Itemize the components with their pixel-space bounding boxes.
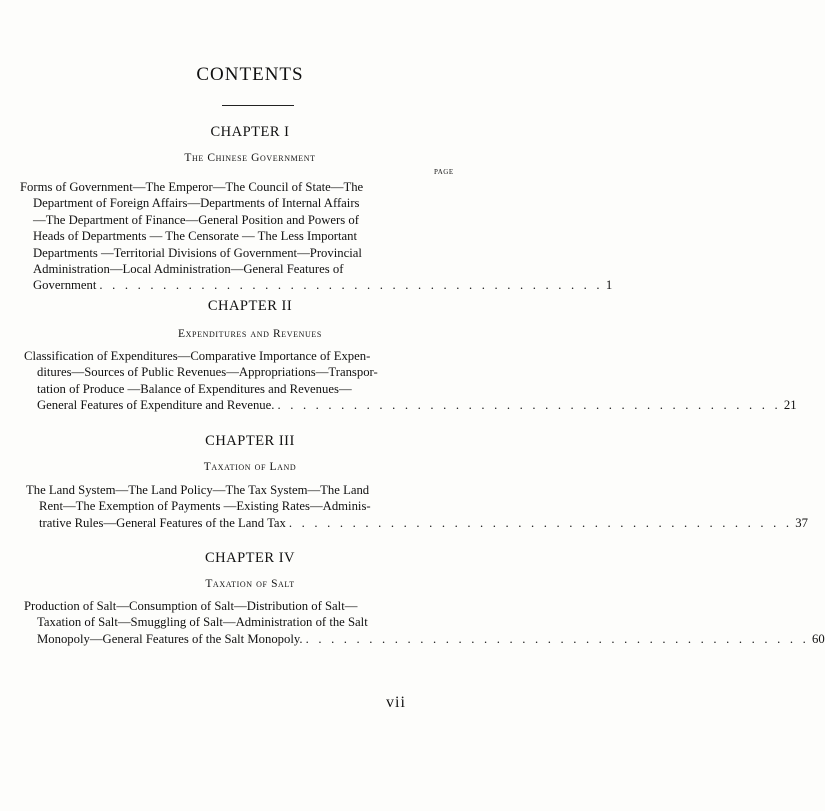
- entry-last-line: [26, 515, 808, 531]
- chapter-heading-4: CHAPTER IV: [205, 550, 295, 566]
- chapter-subtitle-4: Taxation of Salt: [205, 578, 295, 590]
- dot-leader: . . . . . . . . . . . . . . . . . . . . . . . . . . . . . . . . . . . . . . . .: [277, 398, 781, 413]
- toc-entry-1: [20, 179, 613, 294]
- chapter-heading-3: CHAPTER III: [205, 433, 295, 449]
- toc-entry-3: [26, 482, 808, 531]
- page-folio: vii: [386, 694, 406, 711]
- toc-entry-2: [24, 348, 797, 414]
- entry-line: Administration—Local Administration—General Features of: [33, 262, 344, 277]
- dot-leader: . . . . . . . . . . . . . . . . . . . . . . . . . . . . . . . . . . . . . . . .: [99, 278, 603, 293]
- entry-line: —The Department of Finance—General Position and Powers of: [33, 212, 359, 227]
- page-column-label: PAGE: [434, 168, 454, 176]
- entry-line: Government: [33, 278, 97, 293]
- entry-line: The Land System—The Land Policy—The Tax System—The Land: [26, 483, 370, 497]
- entry-line: Classification of Expenditures—Comparative Importance of Expen-: [24, 349, 371, 363]
- chapter-heading-2: CHAPTER II: [207, 298, 293, 314]
- title-rule: [222, 105, 294, 106]
- entry-line: Taxation of Salt—Smuggling of Salt—Administration of the Salt: [37, 615, 368, 630]
- page-title: CONTENTS: [196, 64, 304, 85]
- entry-line: Heads of Departments — The Censorate — The Less Important: [33, 229, 358, 244]
- page-number: 21: [783, 398, 797, 413]
- entry-line: General Features of Expenditure and Revenue.: [37, 398, 275, 413]
- entry-line: Monopoly—General Features of the Salt Monopoly.: [37, 631, 303, 646]
- entry-line: tation of Produce —Balance of Expenditures and Revenues—: [37, 381, 352, 396]
- toc-entry-4: [24, 598, 825, 647]
- entry-line: Production of Salt—Consumption of Salt—Distribution of Salt—: [24, 599, 358, 613]
- entry-line: Department of Foreign Affairs—Departments of Internal Affairs: [33, 196, 360, 211]
- dot-leader: . . . . . . . . . . . . . . . . . . . . . . . . . . . . . . . . . . . . . . . .: [288, 515, 793, 530]
- page-number: 1: [605, 278, 613, 293]
- entry-line: Rent—The Exemption of Payments —Existing Rates—Adminis-: [39, 499, 371, 514]
- chapter-heading-1: CHAPTER I: [210, 124, 290, 140]
- entry-line: Forms of Government—The Emperor—The Council of State—The: [20, 180, 364, 194]
- chapter-subtitle-2: Expenditures and Revenues: [178, 328, 322, 340]
- entry-line: Departments —Territorial Divisions of Government—Provincial: [33, 245, 362, 260]
- entry-last-line: [24, 631, 825, 647]
- chapter-subtitle-1: The Chinese Government: [184, 152, 316, 164]
- entry-last-line: [20, 277, 613, 293]
- entry-line: trative Rules—General Features of the Land Tax: [39, 515, 286, 530]
- entry-line: ditures—Sources of Public Revenues—Appropriations—Transpor-: [37, 365, 378, 380]
- page-number: 37: [795, 515, 808, 530]
- dot-leader: . . . . . . . . . . . . . . . . . . . . . . . . . . . . . . . . . . . . . . . .: [305, 631, 809, 646]
- entry-last-line: [24, 397, 797, 413]
- page-number: 60: [811, 631, 825, 646]
- chapter-subtitle-3: Taxation of Land: [203, 461, 297, 473]
